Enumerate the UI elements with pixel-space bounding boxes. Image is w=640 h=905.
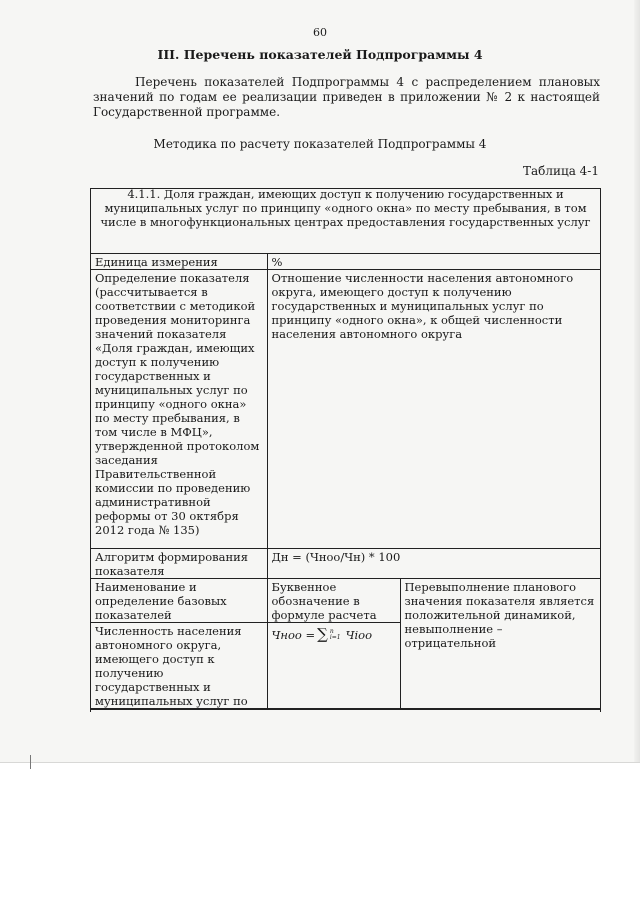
base-header-row xyxy=(91,578,600,622)
unit-value-cell: % xyxy=(267,253,600,269)
unit-row xyxy=(91,253,600,269)
row1-label-cell: Численность населения автономного округа, имеющего доступ к получению государственных и муниципальных услуг по xyxy=(91,622,267,708)
intro-paragraph: Перечень показателей Подпрограммы 4 с распределением плановых значений по годам ее реализации приведен в приложении № 2 к настоящей Государственной программе. xyxy=(93,75,600,119)
page-edge-shadow xyxy=(634,0,640,762)
definition-label-cell: Определение показателя (рассчитывается в соответствии с методикой проведения мониторинга значений показателя «Доля граждан, имеющих доступ к получению государственных и муниципальных услуг по принципу «одного окна» по месту пребывания, в том числе в МФЦ», утвержденной протоколом заседания Правительственной комиссии по проведению административной реформы от 30 октября 2012 года № 135) xyxy=(91,269,267,548)
formula-rhs: Чioo xyxy=(345,627,373,642)
row1-formula-cell xyxy=(267,622,400,708)
sum-upper-limit: n xyxy=(329,627,334,635)
indicator-header-cell xyxy=(91,189,600,253)
indicator-header-text: 4.1.1. Доля граждан, имеющих доступ к получению государственных и муниципальных услуг по принципу «одного окна» по месту пребывания, в том числе в многофункциональных центрах предоставления государственных услуг xyxy=(100,187,591,229)
definition-value-cell: Отношение численности населения автономного округа, имеющего доступ к получению государственных и муниципальных услуг по принципу «одного окна», к общей численности населения автономного округа xyxy=(267,269,600,548)
scan-margin-mark xyxy=(30,755,31,769)
algorithm-row xyxy=(91,548,600,578)
symbol-label-cell: Буквенное обозначение в формуле расчета xyxy=(267,578,400,622)
base-label-cell: Наименование и определение базовых показателей xyxy=(91,578,267,622)
page-number: 60 xyxy=(313,26,327,39)
sum-symbol: ∑ xyxy=(317,624,328,643)
methodology-title: Методика по расчету показателей Подпрограммы 4 xyxy=(153,137,487,151)
table-header-row xyxy=(91,189,600,253)
unit-label-cell: Единица измерения xyxy=(91,253,267,269)
section-title: III. Перечень показателей Подпрограммы 4 xyxy=(157,47,483,62)
table-caption: Таблица 4-1 xyxy=(522,164,599,178)
formula xyxy=(272,624,396,642)
algorithm-value-cell: Дн = (Чноо/Чн) * 100 xyxy=(267,548,600,578)
definition-row xyxy=(91,269,600,548)
sum-lower-limit: i=1 xyxy=(329,633,341,641)
sum-limits xyxy=(330,629,341,641)
formula-lhs: Чноо = xyxy=(271,627,316,642)
note-cell: Перевыполнение планового значения показателя является положительной динамикой, невыполнение – отрицательной xyxy=(400,578,600,708)
indicator-table xyxy=(90,188,601,710)
algorithm-label-cell: Алгоритм формирования показателя xyxy=(91,548,267,578)
